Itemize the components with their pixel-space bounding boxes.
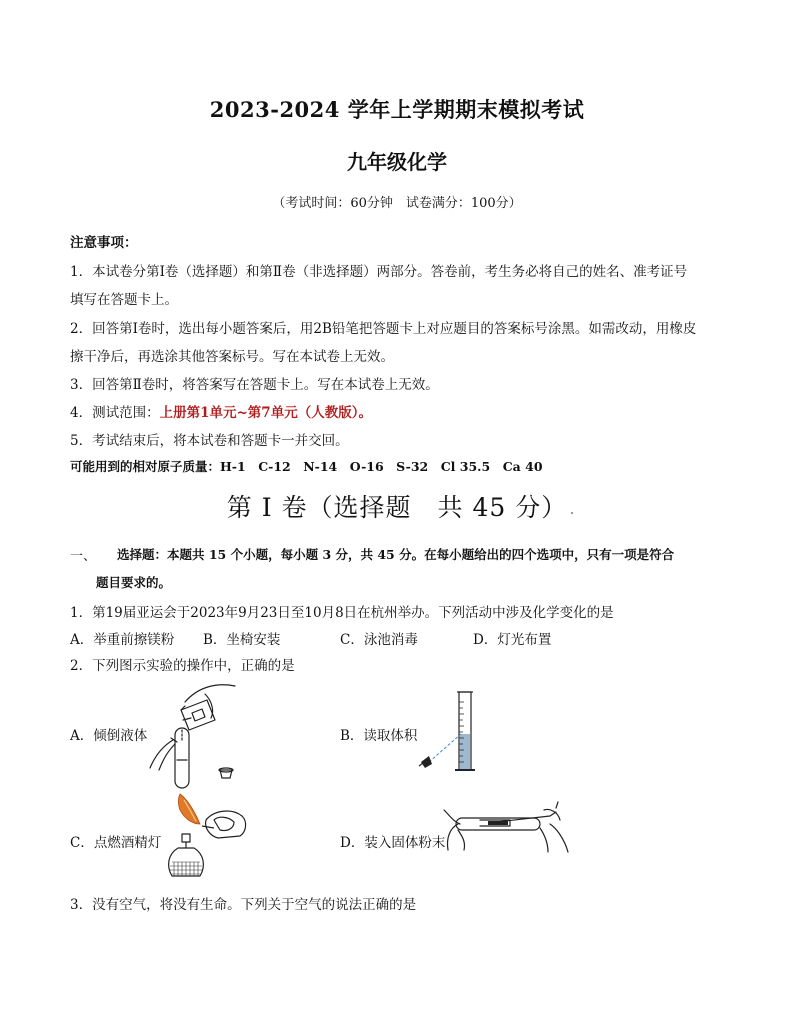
- note-item-2-line2: 擦干净后，再选涂其他答案标号。写在本试卷上无效。: [70, 349, 394, 365]
- q3-stem: 3．没有空气，将没有生命。下列关于空气的说法正确的是: [70, 897, 417, 913]
- q2-option-d: D．装入固体粉末: [340, 835, 446, 851]
- q2-option-c: C．点燃酒精灯: [70, 835, 162, 851]
- q1-option-c: C．泳池消毒: [340, 632, 418, 648]
- test-tube-powder-icon: [440, 790, 575, 860]
- instruction-line1: 选择题：本题共 15 个小题，每小题 3 分，共 45 分。在每小题给出的四个选项中，只有一项是符合: [117, 547, 675, 562]
- page-title: 2023-2024 学年上学期期末模拟考试: [209, 97, 585, 122]
- graduated-cylinder-icon: [415, 688, 490, 778]
- q1-stem: 1．第19届亚运会于2023年9月23日至10月8日在杭州举办。下列活动中涉及化学变化的是: [70, 605, 614, 621]
- instruction-number: 一、: [70, 549, 97, 564]
- section-title: 第 I 卷（选择题 共 45 分）: [226, 493, 568, 522]
- note-item-3: 3．回答第Ⅱ卷时，将答案写在答题卡上。写在本试卷上无效。: [70, 377, 439, 393]
- note-item-5: 5．考试结束后，将本试卷和答题卡一并交回。: [70, 433, 349, 449]
- note-item-1-line1: 1．本试卷分第Ⅰ卷（选择题）和第Ⅱ卷（非选择题）两部分。答卷前，考生务必将自己的姓名、准考证号: [70, 264, 688, 280]
- notes-heading: 注意事项：: [70, 235, 138, 251]
- q1-option-a: A．举重前擦镁粉: [70, 632, 175, 648]
- note-item-4-prefix: 4．测试范围：: [70, 405, 160, 421]
- stray-mark: [571, 512, 573, 514]
- q2-option-a: A．倾倒液体: [70, 728, 148, 744]
- note-item-2-line1: 2．回答第Ⅰ卷时，选出每小题答案后，用2B铅笔把答题卡上对应题目的答案标号涂黑。如需改动，用橡皮: [70, 321, 697, 337]
- page-subtitle: 九年级化学: [347, 150, 447, 174]
- q2-option-b: B．读取体积: [340, 728, 418, 744]
- note-item-4-range: 上册第1单元~第7单元（人教版）。: [159, 405, 372, 421]
- q1-option-b: B．坐椅安装: [203, 632, 281, 648]
- q1-option-d: D．灯光布置: [473, 632, 552, 648]
- instruction-line2: 题目要求的。: [96, 575, 172, 590]
- note-item-4: [70, 401, 372, 421]
- q2-stem: 2．下列图示实验的操作中，正确的是: [70, 658, 295, 674]
- exam-info: （考试时间：60分钟 试卷满分：100分）: [272, 196, 522, 211]
- note-item-1-line2: 填写在答题卡上。: [70, 292, 178, 308]
- alcohol-lamp-icon: [158, 790, 258, 890]
- hand-pouring-icon: [145, 680, 245, 785]
- atomic-masses: 可能用到的相对原子质量：H-1 C-12 N-14 O-16 S-32 Cl 35.5 Ca 40: [70, 459, 543, 474]
